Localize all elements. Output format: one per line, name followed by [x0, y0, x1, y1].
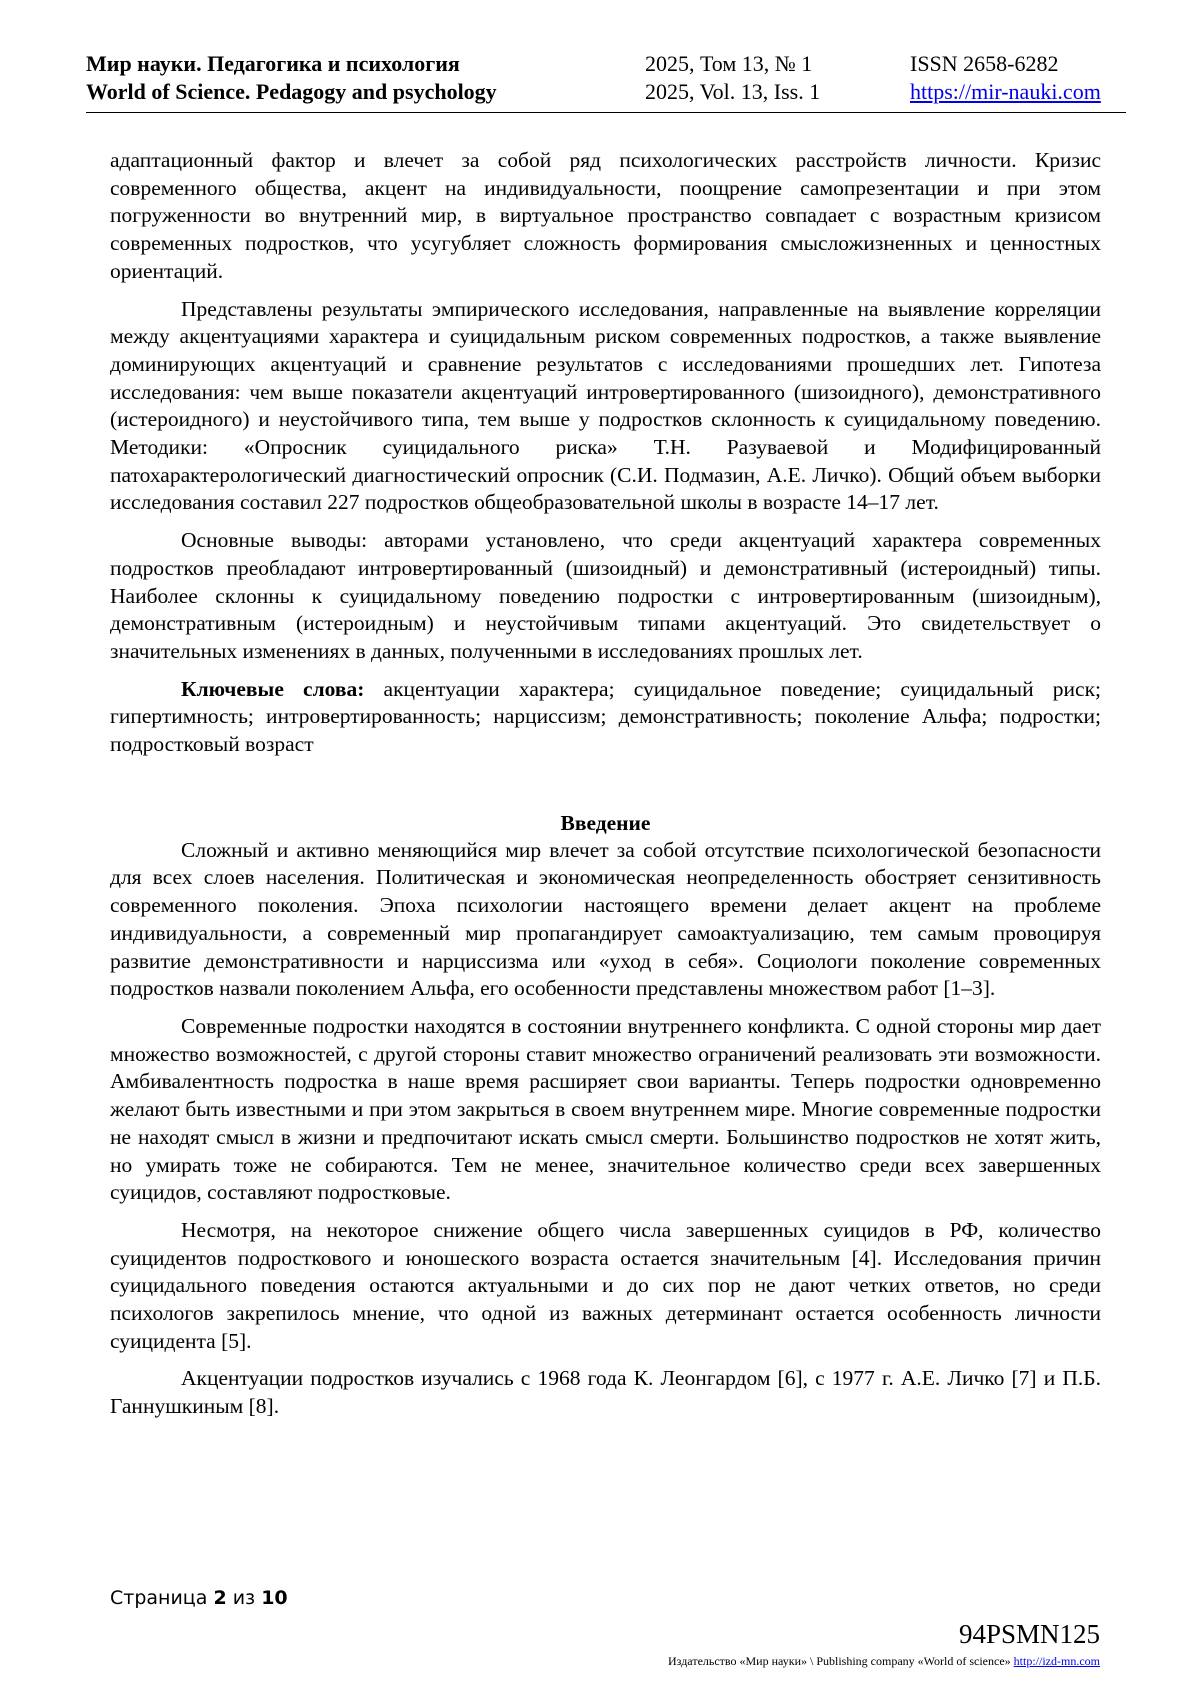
publisher-url-link[interactable]: http://izd-mn.com: [1013, 1654, 1100, 1668]
paragraph-intro-4: Акцентуации подростков изучались с 1968 года К. Леонгардом [6], с 1977 г. А.Е. Личко [7] и П.Б. Ганнушкиным [8].: [110, 1366, 1101, 1419]
issn: ISSN 2658-6282: [910, 51, 1059, 76]
article-code: 94PSMN125: [958, 1619, 1100, 1649]
keywords-label: Ключевые слова:: [181, 676, 365, 701]
paragraph-results: Представлены результаты эмпирического исследования, направленные на выявление корреляции между акцентуациями характера и суицидальным риском современных подростков, а также выявление доминирующих акцентуаций и сравнение результатов с исследованиями прошедших лет. Гипотеза исследования: чем выше показатели акцентуаций интровертированного (шизоидного), демонстративного (истероидного) и неустойчивого типа, тем выше у подростков склонность к суицидальному поведению. Методики: «Опросник суицидального риска» Т.Н. Разуваевой и Модифицированный патохарактерологический диагностический опросник (С.И. Подмазин, А.Е. Личко). Общий объем выборки исследования составил 227 подростков общеобразовательной школы в возрасте 14–17 лет.: [110, 296, 1101, 515]
issn-block: [910, 50, 1101, 106]
keywords-text: акцентуации характера; суицидальное поведение; суицидальный риск; гипертимность; интровертированность; нарциссизм; демонстративность; поколение Альфа; подростки; подростковый возраст: [110, 676, 1101, 757]
keywords-paragraph: [110, 676, 1101, 759]
page-total: 10: [261, 1587, 288, 1609]
paragraph-continued: адаптационный фактор и влечет за собой ряд психологических расстройств личности. Кризис современного общества, акцент на индивидуальности, поощрение самопрезентации и при этом погруженности во внутренний мир, в виртуальное пространство совпадает с возрастным кризисом современных подростков, что усугубляет сложность формирования смысложизненных и ценностных ориентаций.: [110, 148, 1101, 283]
page-mid: из: [226, 1587, 262, 1609]
journal-title-block: [86, 50, 497, 106]
issue-info-block: [645, 50, 820, 106]
paragraph-intro-2: Современные подростки находятся в состоянии внутреннего конфликта. С одной стороны мир дает множество возможностей, с другой стороны ставит множество ограничений реализовать эти возможности. Амбивалентность подростка в наше время расширяет свои варианты. Теперь подростки одновременно желают быть известными и при этом закрыться в своем внутреннем мире. Многие современные подростки не находят смысл в жизни и предпочитают искать смысл смерти. Большинство подростков не хотят жить, но умирать тоже не собираются. Тем не менее, значительное количество среди всех завершенных суицидов, составляют подростковые.: [110, 1013, 1101, 1205]
paragraph-intro-1: Сложный и активно меняющийся мир влечет за собой отсутствие психологической безопасности для всех слоев населения. Политическая и экономическая неопределенность обостряет сензитивность современного поколения. Эпоха психологии настоящего времени делает акцент на проблеме индивидуальности, а современный мир пропагандирует самоактуализацию, тем самым провоцируя развитие демонстративности и нарциссизма или «уход в себя». Социологи поколение современных подростков назвали поколением Альфа, его особенности представлены множеством работ [1–3].: [110, 837, 1101, 1001]
page-number: [110, 1587, 288, 1609]
page-header: [86, 50, 1126, 113]
publisher-text: Издательство «Мир науки» \ Publishing company «World of science»: [668, 1654, 1014, 1668]
article-body: [110, 147, 1101, 1431]
paragraph-intro-3: Несмотря, на некоторое снижение общего числа завершенных суицидов в РФ, количество суицидентов подросткового и юношеского возраста остается значительным [4]. Исследования причин суицидального поведения остаются актуальными и до сих пор не дают четких ответов, но среди психологов закрепилось мнение, что одной из важных детерминант остается особенность личности суицидента [5].: [110, 1217, 1101, 1353]
journal-title-ru: Мир науки. Педагогика и психология: [86, 51, 460, 76]
page-prefix: Страница: [110, 1587, 214, 1609]
publisher-line: [668, 1654, 1100, 1669]
issue-info-ru: 2025, Том 13, № 1: [645, 51, 813, 76]
journal-title-en: World of Science. Pedagogy and psychology: [86, 79, 497, 104]
paragraph-conclusions: Основные выводы: авторами установлено, что среди акцентуаций характера современных подростков преобладают интровертированный (шизоидный) и демонстративный (истероидный) типы. Наиболее склонны к суицидальному поведению подростки с интровертированным (шизоидным), демонстративным (истероидным) и неустойчивым типами акцентуаций. Это свидетельствует о значительных изменениях в данных, полученными в исследованиях прошлых лет.: [110, 528, 1101, 663]
section-heading-introduction: Введение: [560, 810, 651, 835]
journal-url-link[interactable]: https://mir-nauki.com: [910, 79, 1101, 104]
page-current: 2: [213, 1587, 227, 1609]
issue-info-en: 2025, Vol. 13, Iss. 1: [645, 79, 821, 104]
